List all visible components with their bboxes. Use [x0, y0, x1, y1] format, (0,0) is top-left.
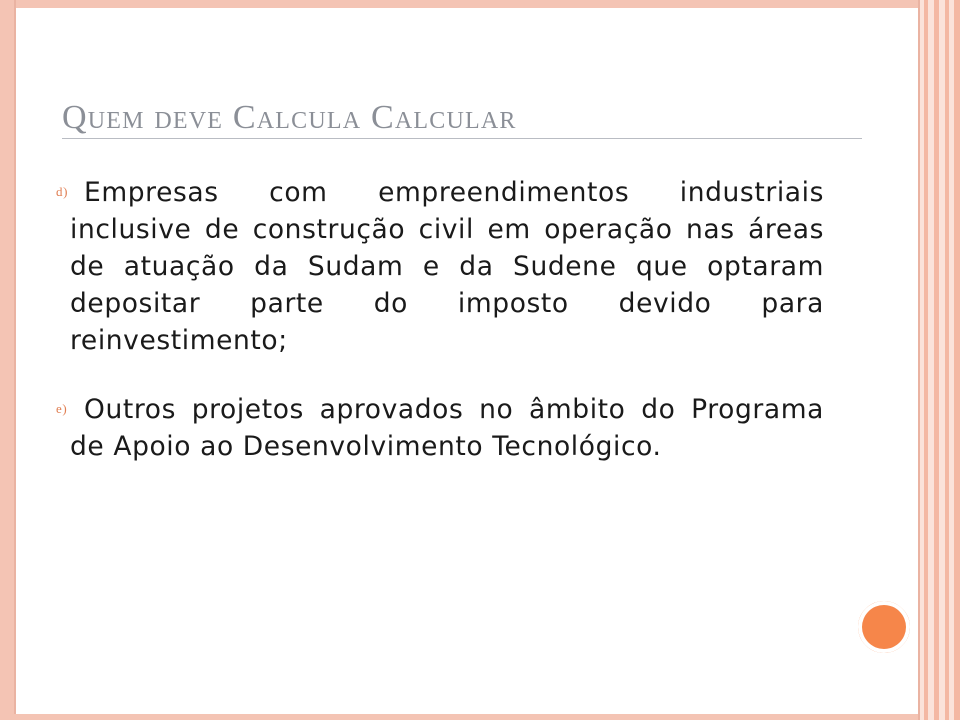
frame-left-border: [0, 0, 16, 720]
frame-bottom-border: [0, 714, 940, 720]
stripe: [945, 0, 949, 720]
list-item: [56, 174, 824, 359]
stripe: [954, 0, 960, 720]
slide-content: [56, 174, 824, 465]
list-item-text: Empresas com empreendimentos industriais inclusive de construção civil em operação nas áreas de atuação da Sudam e da Sudene que optaram depositar parte do imposto devido para reinvestimento;: [70, 177, 824, 356]
decorative-stripes: [920, 0, 960, 720]
list-item: [56, 391, 824, 465]
orange-dot-decoration: [855, 598, 913, 656]
list-marker: e): [56, 401, 68, 416]
stripe: [924, 0, 928, 720]
list-marker: d): [56, 184, 69, 199]
list-item-text: Outros projetos aprovados no âmbito do Programa de Apoio ao Desenvolvimento Tecnológico.: [70, 394, 824, 462]
slide-title: Quem deve Calcula Calcular: [62, 98, 862, 139]
frame-top-border: [0, 0, 940, 8]
stripe: [934, 0, 939, 720]
